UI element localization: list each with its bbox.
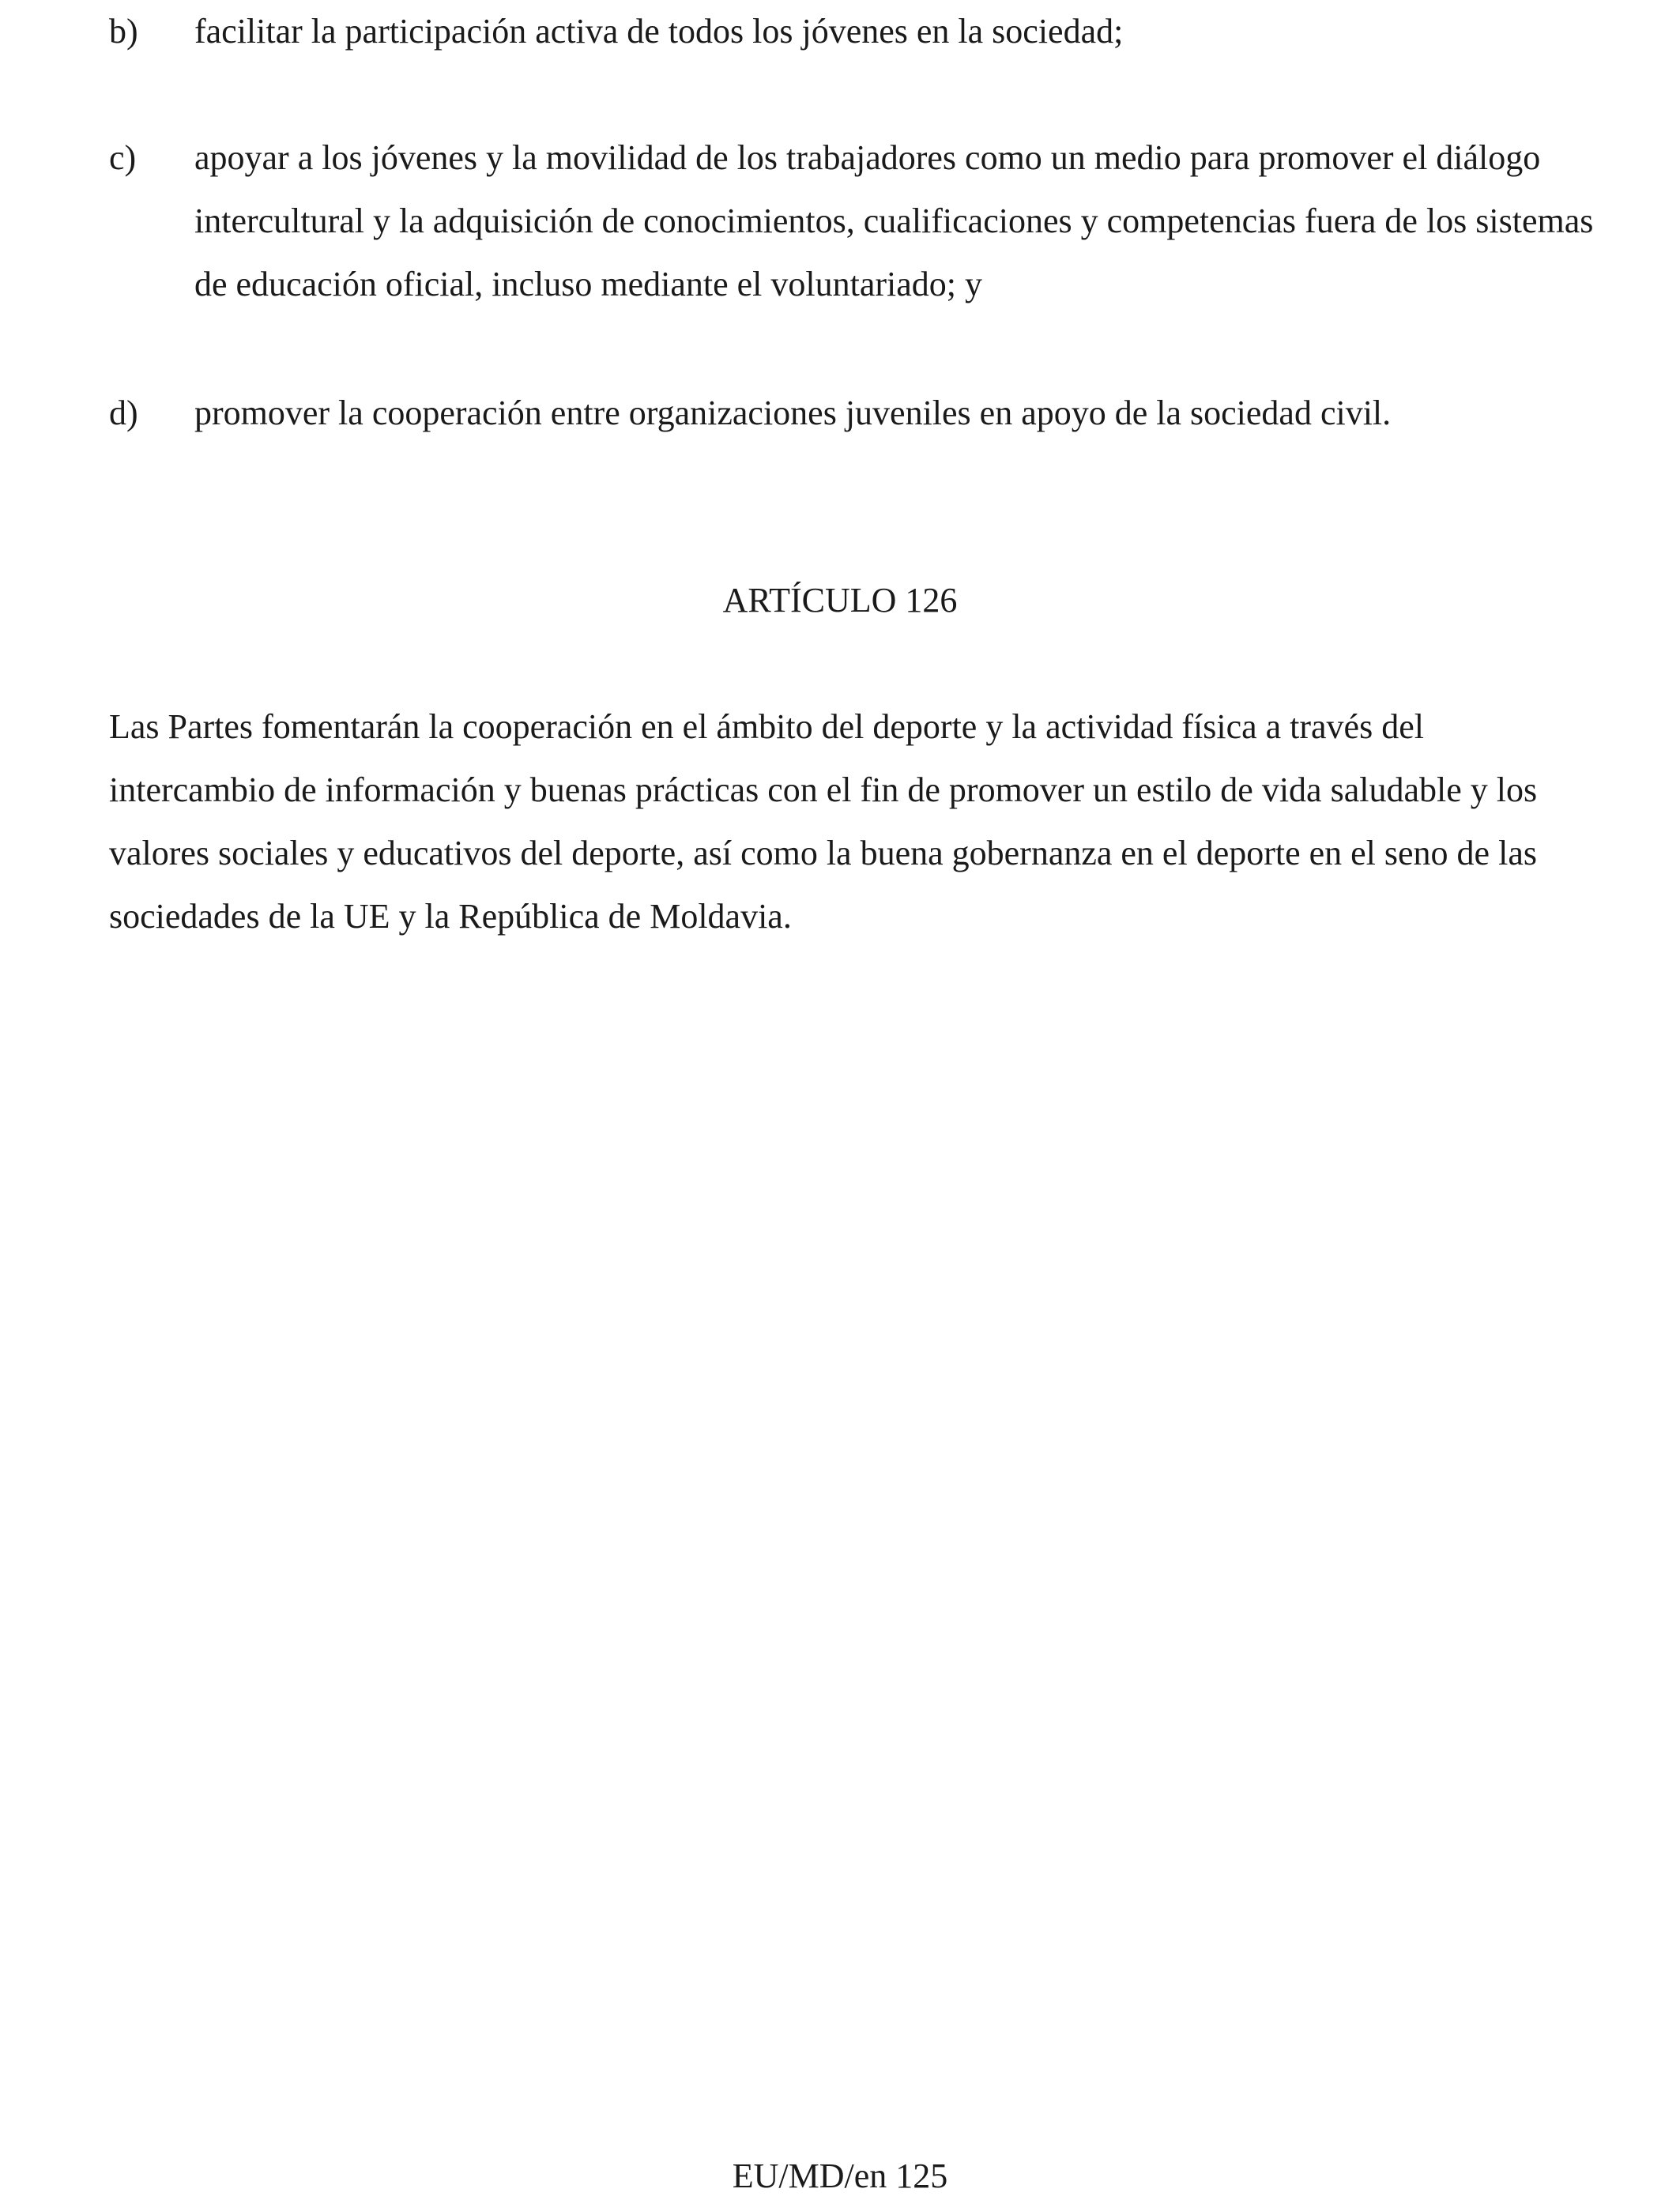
list-item-marker: c) — [109, 138, 137, 177]
list-item-text: promover la cooperación entre organizaciones juveniles en apoyo de la sociedad civil. — [194, 394, 1392, 432]
list-item-text: facilitar la participación activa de todos los jóvenes en la sociedad; — [194, 12, 1124, 51]
list-item-marker: d) — [109, 394, 138, 432]
list-item-marker: b) — [109, 12, 138, 51]
page-footer: EU/MD/en 125 — [732, 2157, 948, 2195]
article-heading: ARTÍCULO 126 — [722, 581, 958, 620]
list-item-text: apoyar a los jóvenes y la movilidad de los trabajadores como un medio para promover el diálogo intercultural y la adquisición de conocimientos, cualificaciones y competencias fuera de los sistemas de educación oficial, incluso mediante el voluntariado; y — [194, 138, 1594, 303]
article-body: Las Partes fomentarán la cooperación en el ámbito del deporte y la actividad física a través del intercambio de información y buenas prácticas con el fin de promover un estilo de vida saludable y los valores sociales y educativos del deporte, así como la buena gobernanza en el deporte en el seno de las sociedades de la UE y la República de Moldavia. — [109, 707, 1538, 936]
